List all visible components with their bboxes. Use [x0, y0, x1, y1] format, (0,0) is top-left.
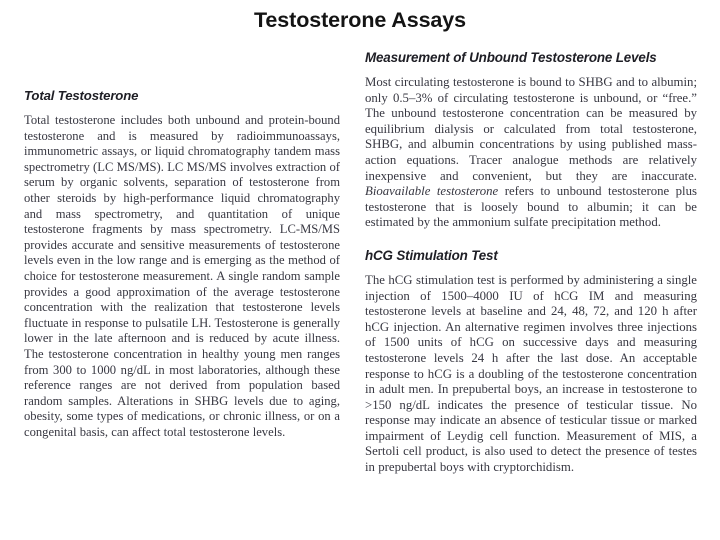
- unbound-text-part-two: refers to unbound testosterone plus testosterone that is loosely bound to albumin; it can be estimated by the ammonium sulfate precipitation method.: [365, 184, 697, 230]
- section-heading-hcg-stimulation-test: hCG Stimulation Test: [365, 247, 498, 263]
- section-body-hcg-stimulation-test: The hCG stimulation test is performed by administering a single injection of 1500–4000 IU of hCG IM and measuring testosterone levels at baseline and 24, 48, 72, and 120 h after hCG injection. An alternative regimen involves three injections of 1500 units of hCG on successive days and measuring testosterone levels 24 h after the last dose. An acceptable response to hCG is a doubling of the testosterone concentration in adult men. In prepubertal boys, an increase in testosterone to >150 ng/dL indicates the presence of testicular tissue. No response may indicate an absence of testicular tissue or marked impairment of Leydig cell function. Measurement of MIS, a Sertoli cell product, is also used to detect the presence of testes in prepubertal boys with cryptorchidism.: [365, 272, 697, 475]
- section-heading-total-testosterone: Total Testosterone: [24, 88, 139, 103]
- unbound-text-part-one: Most circulating testosterone is bound to SHBG and to albumin; only 0.5–3% of circulating testosterone is unbound, or “free.” The unbound testosterone concentration can be measured by equilibrium dialysis or calculated from total testosterone, SHBG, and albumin concentrations by using published mass-action equations. Tracer analogue methods are relatively inexpensive and convenient, but they are inaccurate.: [365, 75, 697, 183]
- section-heading-unbound-testosterone: Measurement of Unbound Testosterone Levels: [365, 50, 657, 65]
- right-column: [365, 50, 697, 476]
- page-title: Testosterone Assays: [254, 8, 466, 32]
- unbound-text-emphasis: Bioavailable testosterone: [365, 184, 499, 199]
- left-column: [24, 88, 340, 440]
- section-body-total-testosterone: Total testosterone includes both unbound and protein-bound testosterone and is measured by radioimmunoassays, immunometric assays, or liquid chromatography tandem mass spectrometry (LC MS/MS). LC MS/MS involves extraction of serum by organic solvents, separation of testosterone from other steroids by high-performance liquid chromatography and mass spectrometry, and quantitation of unique testosterone fragments by mass spectrometry. LC-MS/MS provides accurate and sensitive measurements of testosterone levels even in the low range and is emerging as the method of choice for testosterone measurement. A single random sample provides a good approximation of the average testosterone concentration with the realization that testosterone levels fluctuate in response to pulsatile LH. Testosterone is generally lower in the late afternoon and is reduced by acute illness. The testosterone concentration in healthy young men ranges from 300 to 1000 ng/dL in most laboratories, although these reference ranges are not derived from population based random samples. Alterations in SHBG levels due to aging, obesity, some types of medications, or chronic illness, or on a congenital basis, can affect total testosterone levels.: [24, 113, 340, 439]
- section-body-unbound-testosterone: [365, 75, 697, 231]
